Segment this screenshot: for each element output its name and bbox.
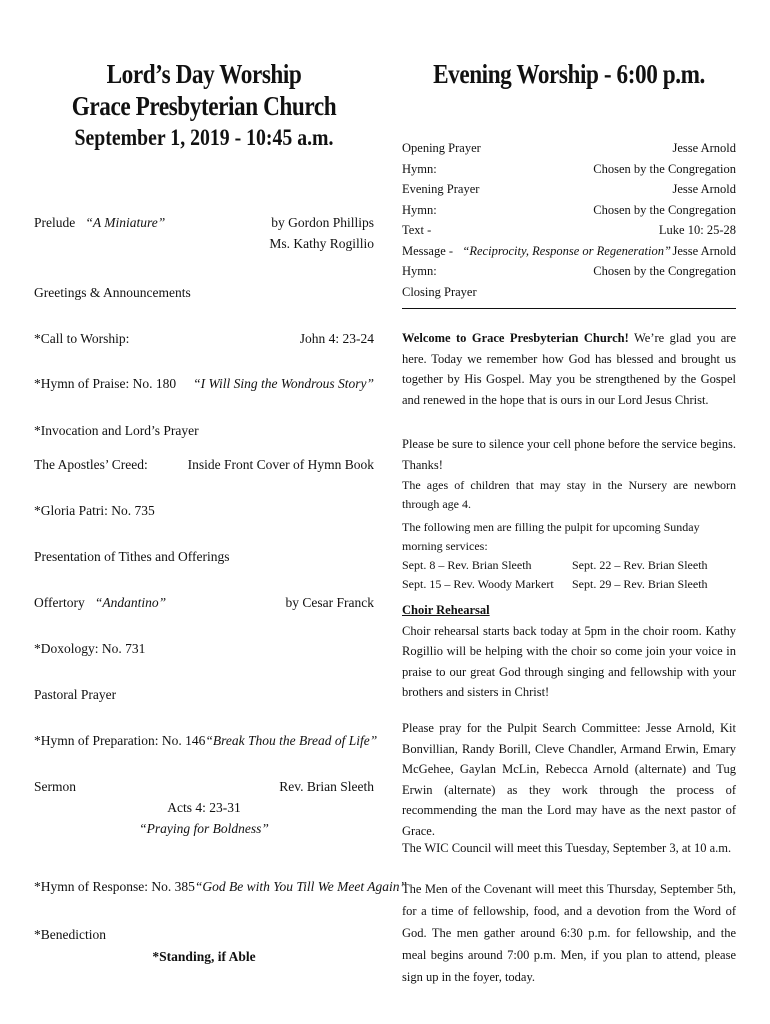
evening-row: Text - Luke 10: 25-28 [402, 223, 736, 237]
item-prelude [34, 212, 374, 254]
item-right: by Gordon Phillips [271, 215, 374, 230]
item-right: “God Be with You Till We Meet Again” [194, 879, 408, 894]
item-pastoral-prayer [34, 684, 374, 705]
item-detail: “A Miniature” [85, 215, 166, 230]
item-right2: Ms. Kathy Rogillio [269, 236, 374, 251]
item-offertory [34, 592, 374, 613]
item-doxology [34, 638, 374, 659]
item-right: Inside Front Cover of Hymn Book [187, 457, 374, 472]
pulpit-row: Sept. 8 – Rev. Brian Sleeth Sept. 22 – Rev. Brian Sleeth [402, 558, 708, 572]
search-committee: Please pray for the Pulpit Search Committee: Jesse Arnold, Kit Bonvillian, Randy Borill, Cleve Chandler, Armand Erwin, Emary McGehee, Gaylan McLin, Rebecca Arnold (alternate) and Tug Erwin (alternate) as they work through the process of recommending the man the Lord may have as the next pastor of Grace. [402, 721, 736, 838]
morning-order-of-worship [34, 58, 408, 964]
service-date: September 1, 2019 - 10:45 a.m. [74, 125, 334, 150]
item-gloria-patri [34, 500, 374, 521]
item-right: “I Will Sing the Wondrous Story” [193, 376, 374, 391]
item-label: *Call to Worship: [34, 331, 130, 346]
evening-row: Hymn: Chosen by the Congregation [402, 264, 736, 278]
pulpit-intro: The following men are filling the pulpit for upcoming Sunday morning services: [402, 520, 700, 553]
item-detail: “Andantino” [94, 595, 167, 610]
item-label: *Hymn of Response: No. 385 [34, 879, 195, 894]
item-call-to-worship [34, 328, 374, 349]
item-sermon [34, 776, 374, 839]
welcome-text: We’re glad you are here. Today we remember how God has blessed and brought us together by His Gospel. May you be strengthened by the Gospel and renewed in the hope that is ours in our Lord Jesus Christ. [402, 331, 736, 407]
welcome-heading: Welcome to Grace Presbyterian Church! [402, 331, 629, 345]
item-greetings [34, 282, 374, 303]
item-benediction [34, 924, 374, 945]
item-label: Offertory [34, 595, 85, 610]
evening-and-announcements [402, 58, 736, 984]
evening-row: Message - “Reciprocity, Response or Regeneration” Jesse Arnold [402, 243, 736, 258]
cellphone-note: Please be sure to silence your cell phone before the service begins. Thanks! [402, 437, 736, 472]
evening-row: Evening Prayer Jesse Arnold [402, 182, 736, 196]
pulpit-schedule [402, 518, 736, 594]
evening-order [402, 138, 736, 319]
item-label: The Apostles’ Creed: [34, 457, 148, 472]
page-title: Lord’s Day Worship [106, 59, 302, 89]
item-invocation [34, 420, 374, 441]
item-right: John 4: 23-24 [299, 331, 374, 346]
item-hymn-of-praise [34, 373, 374, 394]
wic-note: The WIC Council will meet this Tuesday, September 3, at 10 a.m. [402, 841, 732, 855]
item-tithes [34, 546, 374, 567]
standing-footnote: *Standing, if Able [152, 949, 256, 964]
item-label: Pastoral Prayer [34, 687, 117, 702]
item-label: *Hymn of Preparation: No. 146 [34, 733, 206, 748]
choir-text: Choir rehearsal starts back today at 5pm in the choir room. Kathy Rogillio will be helping with the choir so come join your voice in praise to our great God through singing and fellowship with your brothers and sisters in Christ! [402, 623, 736, 699]
men-of-covenant: The Men of the Covenant will meet this Thursday, September 5th, for a time of fellowship, food, and a devotion from the Word of God. The men gather around 6:30 p.m. for fellowship, and the meal begins around 7:00 p.m. Men, if you plan to attend, please sign up in the foyer, today. [402, 882, 736, 984]
item-hymn-of-response [34, 876, 408, 897]
choir-rehearsal [402, 600, 736, 703]
item-label: *Benediction [34, 927, 106, 942]
church-name: Grace Presbyterian Church [71, 91, 337, 121]
item-label: Prelude [34, 215, 76, 230]
evening-row: Hymn: Chosen by the Congregation [402, 161, 736, 176]
choir-heading: Choir Rehearsal [402, 603, 490, 617]
item-label: *Hymn of Praise: No. 180 [34, 376, 177, 391]
pulpit-row: Sept. 15 – Rev. Woody Markert Sept. 29 – Rev. Brian Sleeth [402, 577, 708, 591]
item-label: *Doxology: No. 731 [34, 641, 146, 656]
divider [402, 308, 736, 309]
sermon-text: Acts 4: 23-31 [167, 800, 241, 815]
item-hymn-of-preparation [34, 730, 378, 751]
item-label: Presentation of Tithes and Offerings [34, 549, 230, 564]
welcome-paragraph [402, 328, 736, 410]
sermon-title: “Praying for Boldness” [139, 821, 269, 836]
item-right: by Cesar Franck [285, 595, 374, 610]
evening-row: Closing Prayer [402, 284, 477, 299]
evening-row: Opening Prayer Jesse Arnold [402, 141, 736, 155]
item-label: *Gloria Patri: No. 735 [34, 503, 155, 518]
nursery-note: The ages of children that may stay in the Nursery are newborn through age 4. [402, 478, 736, 511]
item-apostles-creed [34, 454, 374, 475]
standing-note [34, 946, 374, 967]
item-label: *Invocation and Lord’s Prayer [34, 423, 199, 438]
item-label: Sermon [34, 779, 76, 794]
item-right: “Break Thou the Bread of Life” [205, 733, 378, 748]
item-label: Greetings & Announcements [34, 285, 191, 300]
evening-row: Hymn: Chosen by the Congregation [402, 202, 736, 217]
item-right: Rev. Brian Sleeth [279, 779, 374, 794]
evening-title: Evening Worship - 6:00 p.m. [433, 59, 705, 89]
